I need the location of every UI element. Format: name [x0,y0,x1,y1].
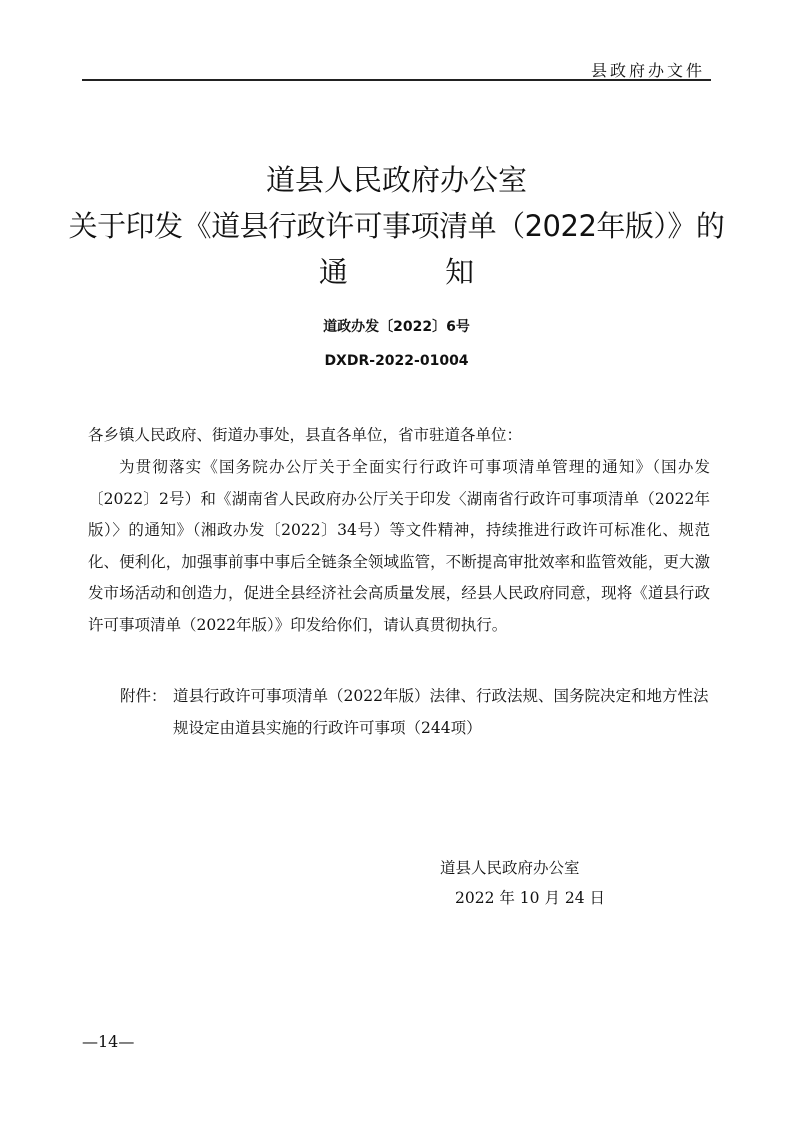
header-label: 县政府办文件 [590,61,705,80]
page-number: —14— [82,1032,135,1051]
attachment-text: 道县行政许可事项清单（2022年版）法律、行政法规、国务院决定和地方性法规设定由道县实施的行政许可事项（244项） [173,687,709,737]
body-paragraph: 为贯彻落实《国务院办公厅关于全面实行行政许可事项清单管理的通知》（国办发〔2022〕2号）和《湖南省人民政府办公厅关于印发〈湖南省行政许可事项清单（2022年版）〉的通知》（湘政办发〔2022〕34号）等文件精神，持续推进行政许可标准化、规范化、便利化，加强事前事中事后全链条全领域监管，不断提高审批效率和监管效能，更大激发市场活动和创造力，促进全县经济社会高质量发展，经县人民政府同意，现将《道县行政许可事项清单（2022年版）》印发给你们，请认真贯彻执行。 [88,458,710,634]
title-line-1: 道县人民政府办公室 [265,163,527,197]
header-divider [82,79,711,81]
attachment-note [120,681,712,744]
salutation: 各乡镇人民政府、街道办事处，县直各单位，省市驻道各单位： [88,426,523,444]
title-line-2: 关于印发《道县行政许可事项清单（2022年版）》的 [68,209,725,243]
registration-code: DXDR-2022-01004 [324,353,469,369]
signature-organization: 道县人民政府办公室 [440,859,580,877]
title-line-3: 通 知 [318,255,475,289]
attachment-label: 附件： [120,687,167,705]
signature-date: 2022 年 10 月 24 日 [455,889,606,907]
document-number: 道政办发〔2022〕6号 [323,319,470,335]
